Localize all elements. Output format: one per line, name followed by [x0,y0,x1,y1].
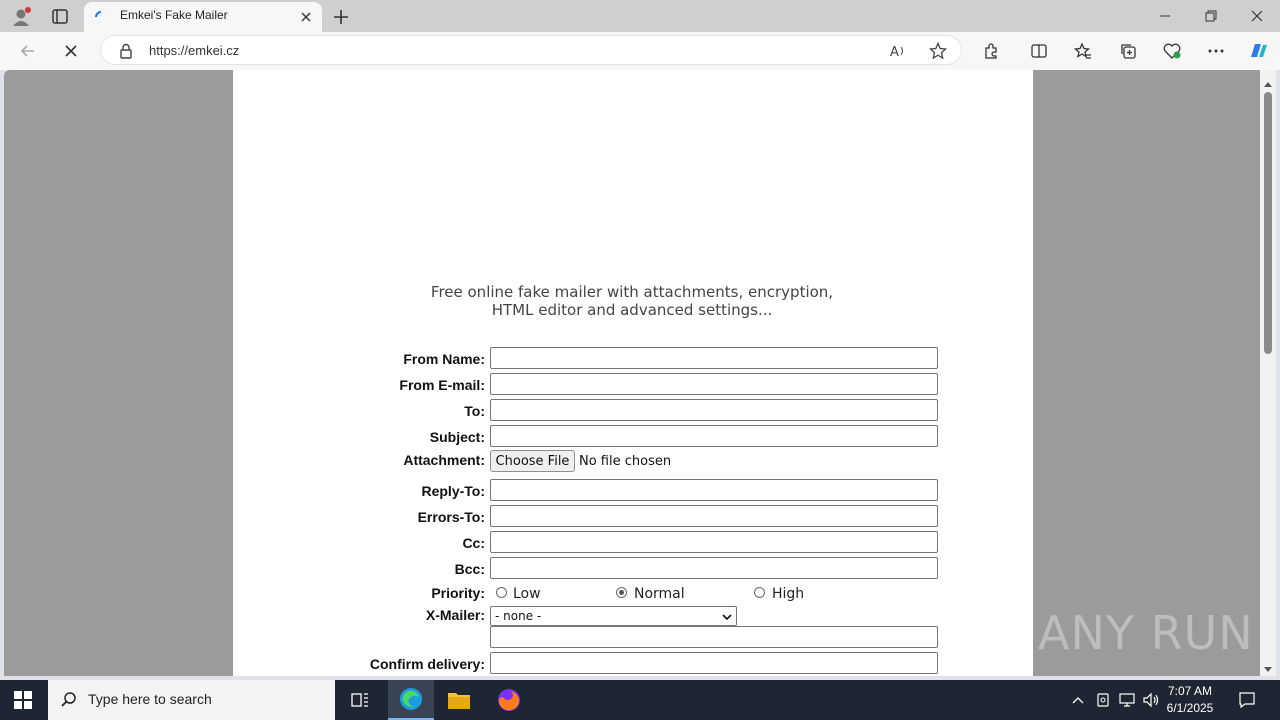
svg-text:A: A [890,45,899,60]
vertical-scrollbar[interactable] [1260,70,1276,676]
chevron-up-icon[interactable] [1072,694,1084,706]
read-aloud-icon[interactable] [889,42,907,60]
bcc-input[interactable] [490,557,938,579]
tagline-line-1: Free online fake mailer with attachments, encryption, [430,283,834,301]
navigation-bar [0,32,1280,70]
edge-taskbar-icon[interactable] [388,680,434,720]
search-placeholder: Type here to search [88,691,212,707]
tab-active[interactable] [84,2,322,32]
taskbar-search-box[interactable] [48,680,335,720]
favorites-icon[interactable] [1070,38,1096,64]
stop-loading-icon[interactable] [58,38,84,64]
tagline-line-2: HTML editor and advanced settings... [491,301,773,319]
errors-to-input[interactable] [490,505,938,527]
extensions-icon[interactable] [978,38,1004,64]
xmailer-select[interactable] [490,606,737,626]
more-options-icon[interactable] [1203,38,1229,64]
firefox-icon[interactable] [496,687,522,713]
attachment-label: Attachment: [403,452,485,468]
device-icon[interactable] [1095,692,1111,708]
subject-label: Subject: [429,429,485,445]
bcc-label: Bcc: [454,561,485,577]
clock-date: 6/1/2025 [1166,701,1214,715]
page-content [233,70,1033,676]
close-tab-icon[interactable] [298,9,314,25]
to-label: To: [464,403,485,419]
scroll-up-icon[interactable] [1264,76,1272,84]
file-explorer-icon[interactable] [447,689,471,711]
priority-low-label: Low [513,586,541,602]
clock-time: 7:07 AM [1167,684,1213,698]
volume-icon[interactable] [1142,692,1160,708]
taskbar-clock[interactable] [1160,683,1220,717]
confirm-delivery-label: Confirm delivery: [369,656,485,672]
page-tagline [233,283,1031,319]
split-screen-icon[interactable] [1026,38,1052,64]
to-input[interactable] [490,399,938,421]
windows-start-icon[interactable] [14,691,32,709]
tab-strip [0,0,1280,32]
notifications-icon[interactable] [1238,691,1256,709]
reply-to-label: Reply-To: [421,483,485,499]
from-name-label: From Name: [403,351,485,367]
loading-icon [94,10,108,24]
xmailer-custom-input[interactable] [490,626,938,648]
xmailer-selected-value: - none - [495,609,542,623]
cc-label: Cc: [462,535,485,551]
minimize-icon[interactable] [1142,0,1188,32]
task-view-icon[interactable] [350,690,370,710]
search-icon [60,691,78,709]
restore-icon[interactable] [1188,0,1234,32]
back-icon[interactable] [15,38,41,64]
close-window-icon[interactable] [1234,0,1280,32]
priority-normal-radio[interactable] [616,587,627,598]
from-email-input[interactable] [490,373,938,395]
favorite-star-icon[interactable] [929,42,947,60]
priority-high-radio[interactable] [754,587,765,598]
choose-file-button[interactable]: Choose File [490,450,575,472]
tab-title: Emkei's Fake Mailer [120,8,228,22]
url-text[interactable]: https://emkei.cz [149,43,240,58]
page-viewport [4,70,1260,676]
copilot-icon[interactable] [1245,38,1271,64]
new-tab-icon[interactable] [330,6,352,28]
tab-actions-icon[interactable] [50,7,70,27]
from-name-input[interactable] [490,347,938,369]
priority-low-radio[interactable] [496,587,507,598]
network-icon[interactable] [1118,692,1136,708]
taskbar [0,680,1280,720]
scroll-thumb[interactable] [1264,92,1272,354]
anyrun-watermark: ANY RUN [1038,606,1254,660]
no-file-chosen-text: No file chosen [579,454,672,469]
from-email-label: From E-mail: [399,377,485,393]
priority-high-label: High [772,586,805,602]
chevron-down-icon [722,611,732,621]
subject-input[interactable] [490,425,938,447]
reply-to-input[interactable] [490,479,938,501]
scroll-down-icon[interactable] [1264,660,1272,668]
errors-to-label: Errors-To: [417,509,485,525]
lock-icon[interactable] [119,43,133,59]
xmailer-label: X-Mailer: [425,607,485,623]
browser-essentials-icon[interactable] [1159,38,1185,64]
confirm-delivery-input[interactable] [490,652,938,674]
cc-input[interactable] [490,531,938,553]
profile-icon[interactable] [10,6,32,28]
collections-icon[interactable] [1115,38,1141,64]
priority-label: Priority: [431,585,485,601]
address-bar[interactable] [100,35,962,65]
priority-normal-label: Normal [634,586,685,602]
